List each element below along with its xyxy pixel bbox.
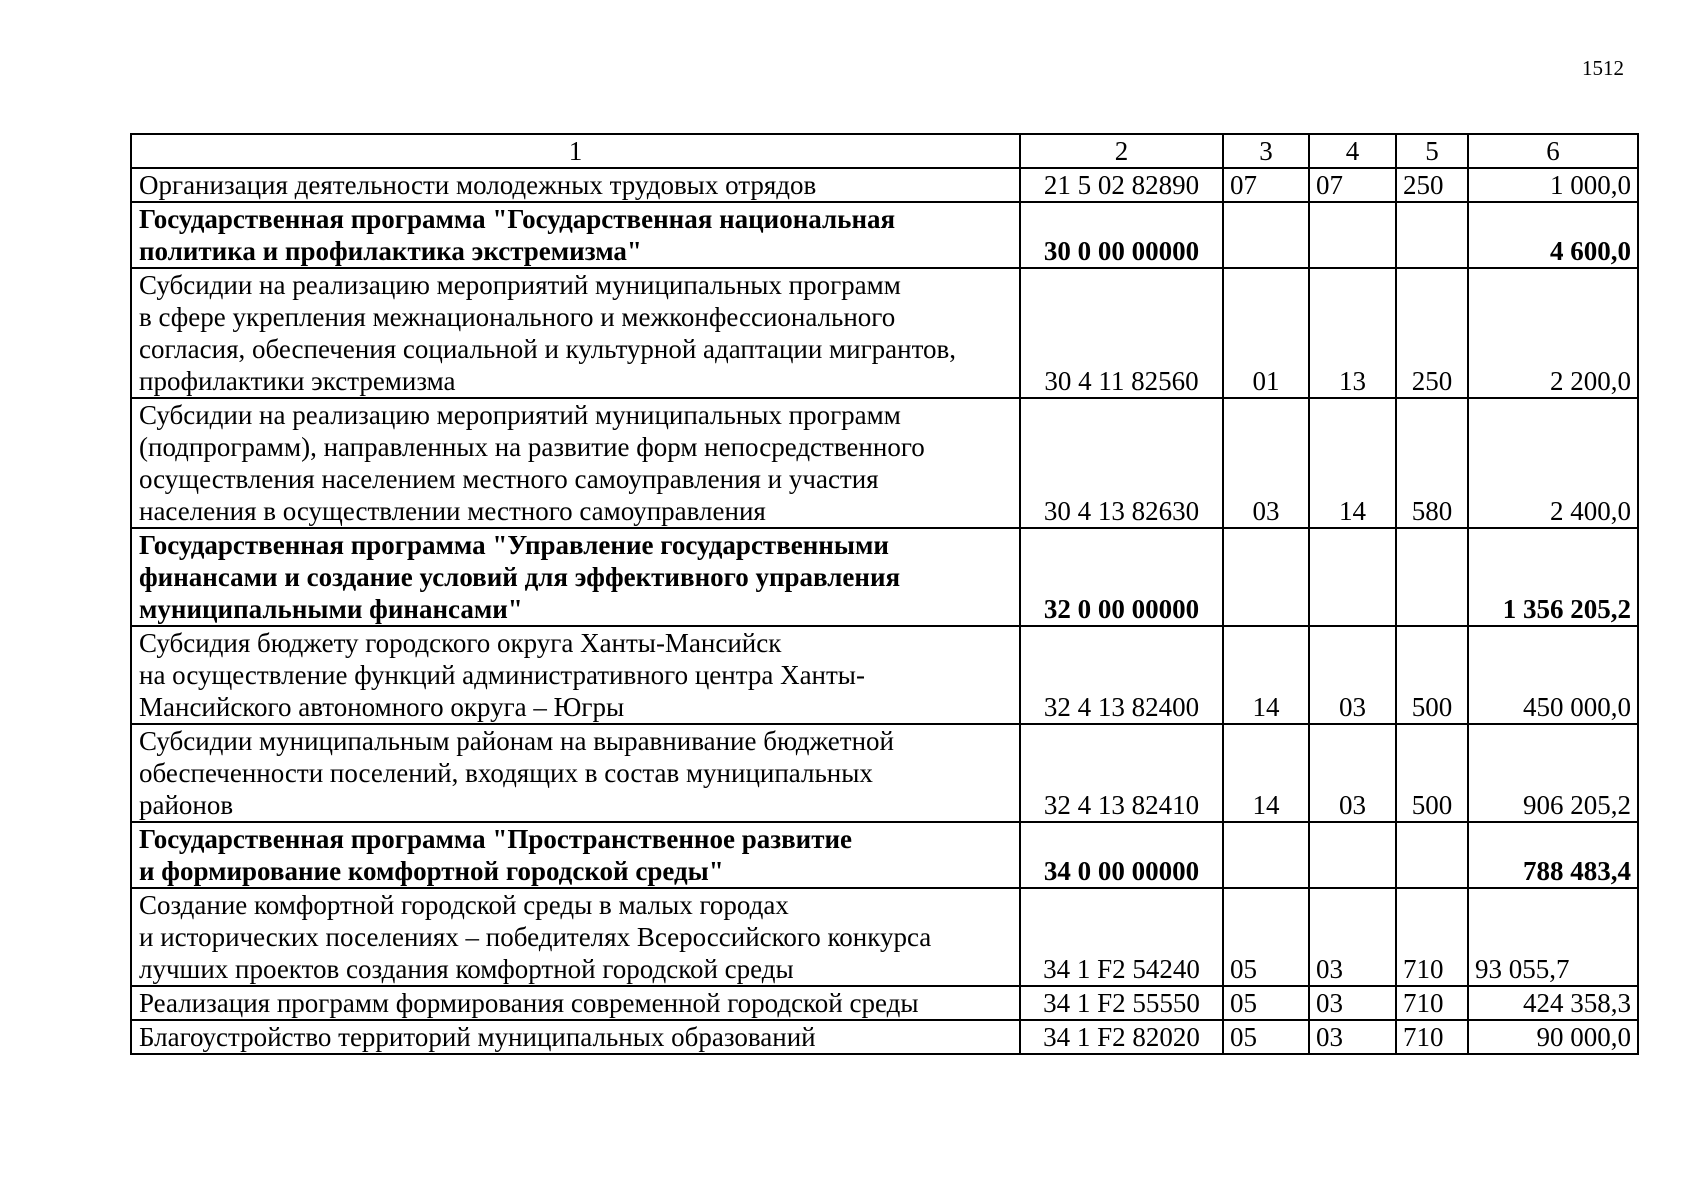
amount-value: 2 400,0 xyxy=(1468,398,1638,528)
row-description xyxy=(131,888,1020,986)
column-header: 3 xyxy=(1223,134,1309,168)
amount-value: 788 483,4 xyxy=(1468,822,1638,888)
expense-type-code: 250 xyxy=(1396,168,1468,202)
expense-type-code xyxy=(1396,202,1468,268)
amount-value: 1 356 205,2 xyxy=(1468,528,1638,626)
table-row xyxy=(131,528,1638,626)
target-article-code: 34 0 00 00000 xyxy=(1020,822,1223,888)
target-article-code: 32 0 00 00000 xyxy=(1020,528,1223,626)
section-code: 14 xyxy=(1223,626,1309,724)
description-line: населения в осуществлении местного самоуправления xyxy=(139,496,766,526)
amount-value: 93 055,7 xyxy=(1468,888,1638,986)
row-description xyxy=(131,528,1020,626)
subsection-code: 07 xyxy=(1309,168,1396,202)
description-line: (подпрограмм), направленных на развитие форм непосредственного xyxy=(139,432,925,462)
description-line: Государственная программа "Пространственное развитие xyxy=(139,824,853,854)
table-row xyxy=(131,626,1638,724)
subsection-code: 03 xyxy=(1309,1020,1396,1054)
expense-type-code: 500 xyxy=(1396,626,1468,724)
amount-value: 424 358,3 xyxy=(1468,986,1638,1020)
amount-value: 1 000,0 xyxy=(1468,168,1638,202)
description-line: финансами и создание условий для эффективного управления xyxy=(139,562,901,592)
description-line: политика и профилактика экстремизма" xyxy=(139,236,642,266)
description-line: в сфере укрепления межнационального и межконфессионального xyxy=(139,302,896,332)
table-row xyxy=(131,986,1638,1020)
table-row xyxy=(131,724,1638,822)
subsection-code: 13 xyxy=(1309,268,1396,398)
table-row xyxy=(131,168,1638,202)
row-description xyxy=(131,986,1020,1020)
column-header: 1 xyxy=(131,134,1020,168)
expense-type-code: 710 xyxy=(1396,888,1468,986)
section-code: 07 xyxy=(1223,168,1309,202)
expense-type-code: 500 xyxy=(1396,724,1468,822)
section-code: 01 xyxy=(1223,268,1309,398)
subsection-code: 03 xyxy=(1309,986,1396,1020)
description-line: Создание комфортной городской среды в малых городах xyxy=(139,890,789,920)
table-row xyxy=(131,398,1638,528)
description-line: лучших проектов создания комфортной городской среды xyxy=(139,954,794,984)
target-article-code: 34 1 F2 54240 xyxy=(1020,888,1223,986)
description-line: обеспеченности поселений, входящих в состав муниципальных xyxy=(139,758,873,788)
description-line: на осуществление функций административного центра Ханты- xyxy=(139,660,865,690)
column-header: 6 xyxy=(1468,134,1638,168)
budget-table xyxy=(130,133,1639,1055)
table-header-row xyxy=(131,134,1638,168)
amount-value: 90 000,0 xyxy=(1468,1020,1638,1054)
expense-type-code: 710 xyxy=(1396,986,1468,1020)
description-line: осуществления населением местного самоуправления и участия xyxy=(139,464,879,494)
target-article-code: 30 4 13 82630 xyxy=(1020,398,1223,528)
section-code: 03 xyxy=(1223,398,1309,528)
section-code: 05 xyxy=(1223,888,1309,986)
amount-value: 4 600,0 xyxy=(1468,202,1638,268)
target-article-code: 30 4 11 82560 xyxy=(1020,268,1223,398)
description-line: Субсидия бюджету городского округа Ханты-Мансийск xyxy=(139,628,782,658)
row-description xyxy=(131,268,1020,398)
target-article-code: 32 4 13 82410 xyxy=(1020,724,1223,822)
table-row xyxy=(131,822,1638,888)
description-line: и формирование комфортной городской среды" xyxy=(139,856,724,886)
amount-value: 906 205,2 xyxy=(1468,724,1638,822)
subsection-code: 03 xyxy=(1309,888,1396,986)
description-line: Государственная программа "Государственная национальная xyxy=(139,204,896,234)
section-code xyxy=(1223,528,1309,626)
table-row xyxy=(131,1020,1638,1054)
description-line: Организация деятельности молодежных трудовых отрядов xyxy=(139,170,817,200)
row-description xyxy=(131,168,1020,202)
table-row xyxy=(131,888,1638,986)
target-article-code: 30 0 00 00000 xyxy=(1020,202,1223,268)
description-line: районов xyxy=(139,790,234,820)
row-description xyxy=(131,1020,1020,1054)
description-line: Субсидии на реализацию мероприятий муниципальных программ xyxy=(139,270,901,300)
table-row xyxy=(131,268,1638,398)
description-line: Субсидии на реализацию мероприятий муниципальных программ xyxy=(139,400,901,430)
subsection-code xyxy=(1309,822,1396,888)
expense-type-code xyxy=(1396,822,1468,888)
page-number: 1512 xyxy=(1582,56,1624,80)
description-line: согласия, обеспечения социальной и культурной адаптации мигрантов, xyxy=(139,334,957,364)
target-article-code: 32 4 13 82400 xyxy=(1020,626,1223,724)
column-header: 2 xyxy=(1020,134,1223,168)
expense-type-code: 710 xyxy=(1396,1020,1468,1054)
subsection-code: 03 xyxy=(1309,724,1396,822)
row-description xyxy=(131,202,1020,268)
subsection-code xyxy=(1309,202,1396,268)
target-article-code: 34 1 F2 82020 xyxy=(1020,1020,1223,1054)
description-line: Реализация программ формирования современной городской среды xyxy=(139,988,919,1018)
section-code xyxy=(1223,822,1309,888)
row-description xyxy=(131,626,1020,724)
description-line: профилактики экстремизма xyxy=(139,366,456,396)
table-row xyxy=(131,202,1638,268)
section-code: 05 xyxy=(1223,986,1309,1020)
amount-value: 450 000,0 xyxy=(1468,626,1638,724)
subsection-code xyxy=(1309,528,1396,626)
description-line: Мансийского автономного округа – Югры xyxy=(139,692,625,722)
column-header: 4 xyxy=(1309,134,1396,168)
description-line: Благоустройство территорий муниципальных образований xyxy=(139,1022,816,1052)
column-header: 5 xyxy=(1396,134,1468,168)
target-article-code: 34 1 F2 55550 xyxy=(1020,986,1223,1020)
target-article-code: 21 5 02 82890 xyxy=(1020,168,1223,202)
description-line: муниципальными финансами" xyxy=(139,594,523,624)
description-line: и исторических поселениях – победителях Всероссийского конкурса xyxy=(139,922,932,952)
description-line: Субсидии муниципальным районам на выравнивание бюджетной xyxy=(139,726,894,756)
section-code: 05 xyxy=(1223,1020,1309,1054)
section-code: 14 xyxy=(1223,724,1309,822)
subsection-code: 03 xyxy=(1309,626,1396,724)
row-description xyxy=(131,822,1020,888)
expense-type-code: 580 xyxy=(1396,398,1468,528)
expense-type-code xyxy=(1396,528,1468,626)
row-description xyxy=(131,398,1020,528)
expense-type-code: 250 xyxy=(1396,268,1468,398)
table-body xyxy=(131,134,1638,1054)
row-description xyxy=(131,724,1020,822)
description-line: Государственная программа "Управление государственными xyxy=(139,530,889,560)
section-code xyxy=(1223,202,1309,268)
subsection-code: 14 xyxy=(1309,398,1396,528)
amount-value: 2 200,0 xyxy=(1468,268,1638,398)
